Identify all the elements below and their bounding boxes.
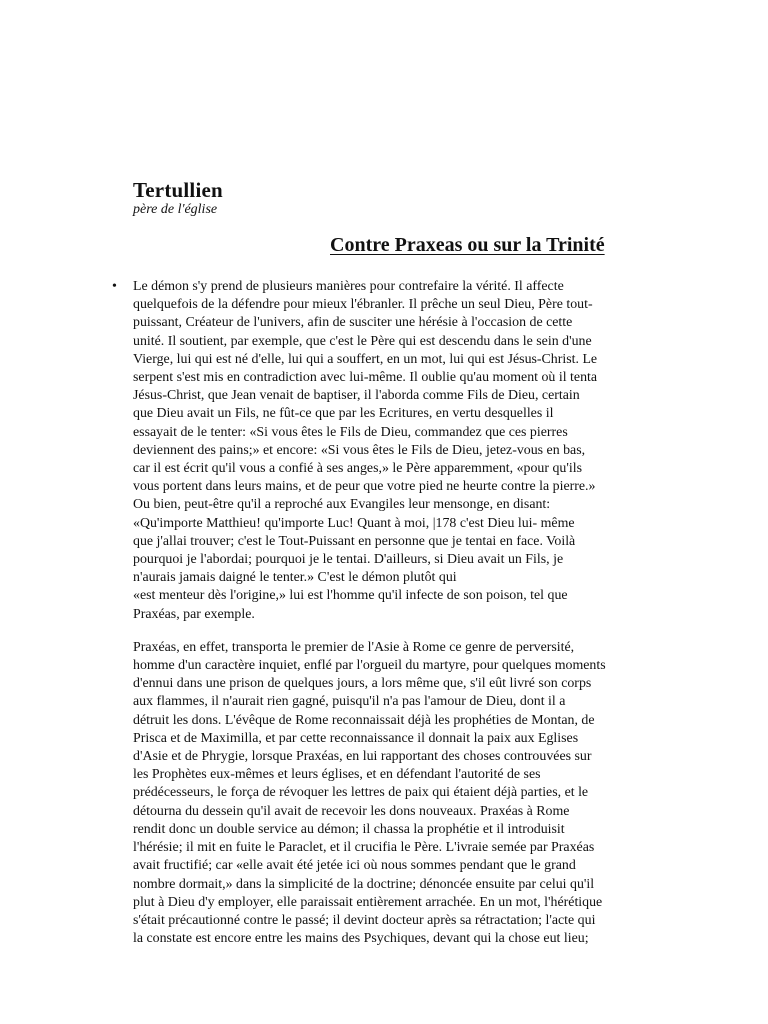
text-line: la constate est encore entre les mains des Psychiques, devant qui la chose eut lieu; (133, 931, 589, 947)
text-line: détruit les dons. L'évêque de Rome reconnaissait déjà les prophéties de Montan, de (133, 712, 595, 728)
text-line: essayait de le tenter: «Si vous êtes le Fils de Dieu, commandez que ces pierres (133, 424, 568, 440)
text-line: d'Asie et de Phrygie, lorsque Praxéas, en lui rapportant des choses controuvées sur (133, 749, 592, 765)
text-line: plut à Dieu d'y employer, elle paraissait entièrement arrachée. En un mot, l'hérétique (133, 894, 603, 910)
text-line: vous portent dans leurs mains, et de peur que votre pied ne heurte contre la pierre.» (133, 479, 596, 495)
text-line: s'était précautionné contre le passé; il devint docteur après sa rétractation; l'acte qui (133, 912, 596, 928)
text-line: quelquefois de la défendre pour mieux l'ébranler. Il prêche un seul Dieu, Père tout- (133, 297, 593, 313)
text-line: deviennent des pains;» et encore: «Si vous êtes le Fils de Dieu, jetez-vous en bas, (133, 442, 586, 458)
text-line: avait fructifié; car «elle avait été jetée ici où nous sommes pendant que le grand (133, 858, 576, 874)
text-line: n'aurais jamais daigné le tenter.» C'est le démon plutôt qui (133, 570, 457, 586)
text-line: «Qu'importe Matthieu! qu'importe Luc! Quant à moi, |178 c'est Dieu lui- même (133, 515, 575, 531)
text-line: que j'allai trouver; c'est le Tout-Puissant en personne que je tentai en face. Voilà (133, 533, 576, 549)
paragraph-2 (133, 639, 645, 948)
text-line: car il est écrit qu'il vous a confié à ses anges,» le Père apparemment, «pour qu'ils (133, 461, 582, 477)
paragraph-gap (133, 624, 645, 639)
text-line: puissant, Créateur de l'univers, afin de susciter une hérésie à l'occasion de cette (133, 315, 573, 331)
text-line: «est menteur dès l'origine,» lui est l'homme qu'il infecte de son poison, tel que (133, 588, 568, 604)
text-line: détourna du dessein qu'il avait de recevoir les dons nouveaux. Praxéas à Rome (133, 803, 570, 819)
text-line: Le démon s'y prend de plusieurs manières pour contrefaire la vérité. Il affecte (133, 279, 564, 294)
text-line: prédécesseurs, le força de révoquer les lettres de paix qui étaient déjà parties, et le (133, 785, 589, 801)
text-line: homme d'un caractère inquiet, enflé par l'orgueil du martyre, pour quelques moments (133, 658, 606, 674)
text-line: unité. Il soutient, par exemple, que c'est le Père qui est descendu dans le sein d'une (133, 333, 592, 349)
text-line: Jésus-Christ, que Jean venait de baptiser, il l'aborda comme Fils de Dieu, certain (133, 388, 580, 404)
text-line: pourquoi je l'abordai; pourquoi je le tentai. D'ailleurs, si Dieu avait un Fils, je (133, 552, 564, 568)
author-subtitle: père de l'église (133, 202, 218, 217)
text-line: Ou bien, peut-être qu'il a reproché aux Evangiles leur mensonge, en disant: (133, 497, 551, 513)
paragraph-1 (133, 278, 645, 624)
text-line: aux flammes, il n'aurait rien gagné, puisqu'il n'a pas l'amour de Dieu, dont il a (133, 694, 566, 710)
author-name: Tertullien (133, 178, 223, 202)
document-title: Contre Praxeas ou sur la Trinité (330, 234, 605, 256)
text-line: Praxéas, par exemple. (133, 606, 255, 622)
text-line: rendit donc un double service au démon; il chassa la prophétie et il introduisit (133, 821, 565, 837)
list-bullet: • (112, 279, 117, 294)
text-line: Vierge, lui qui est né d'elle, lui qui a souffert, en un mot, lui qui est Jésus-Christ. Le (133, 351, 598, 367)
text-line: d'ennui dans une prison de quelques jours, a lors même que, s'il eût livré son corps (133, 676, 592, 692)
text-line: les Prophètes eux-mêmes et leurs églises, et en défendant l'autorité de ses (133, 767, 541, 783)
text-line: serpent s'est mis en contradiction avec lui-même. Il oublie qu'au moment où il tenta (133, 370, 598, 386)
text-line: nombre dormait,» dans la simplicité de la doctrine; dénoncée ensuite par celui qu'il (133, 876, 595, 892)
document-body (133, 278, 645, 948)
text-line: Prisca et de Maximilla, et par cette reconnaissance il donnait la paix aux Eglises (133, 730, 579, 746)
text-line: l'hérésie; il mit en fuite le Paraclet, et il crucifia le Père. L'ivraie semée par Praxéas (133, 840, 595, 856)
text-line: Praxéas, en effet, transporta le premier de l'Asie à Rome ce genre de perversité, (133, 639, 575, 655)
text-line: que Dieu avait un Fils, ne fût-ce que par les Ecritures, en vertu desquelles il (133, 406, 554, 422)
